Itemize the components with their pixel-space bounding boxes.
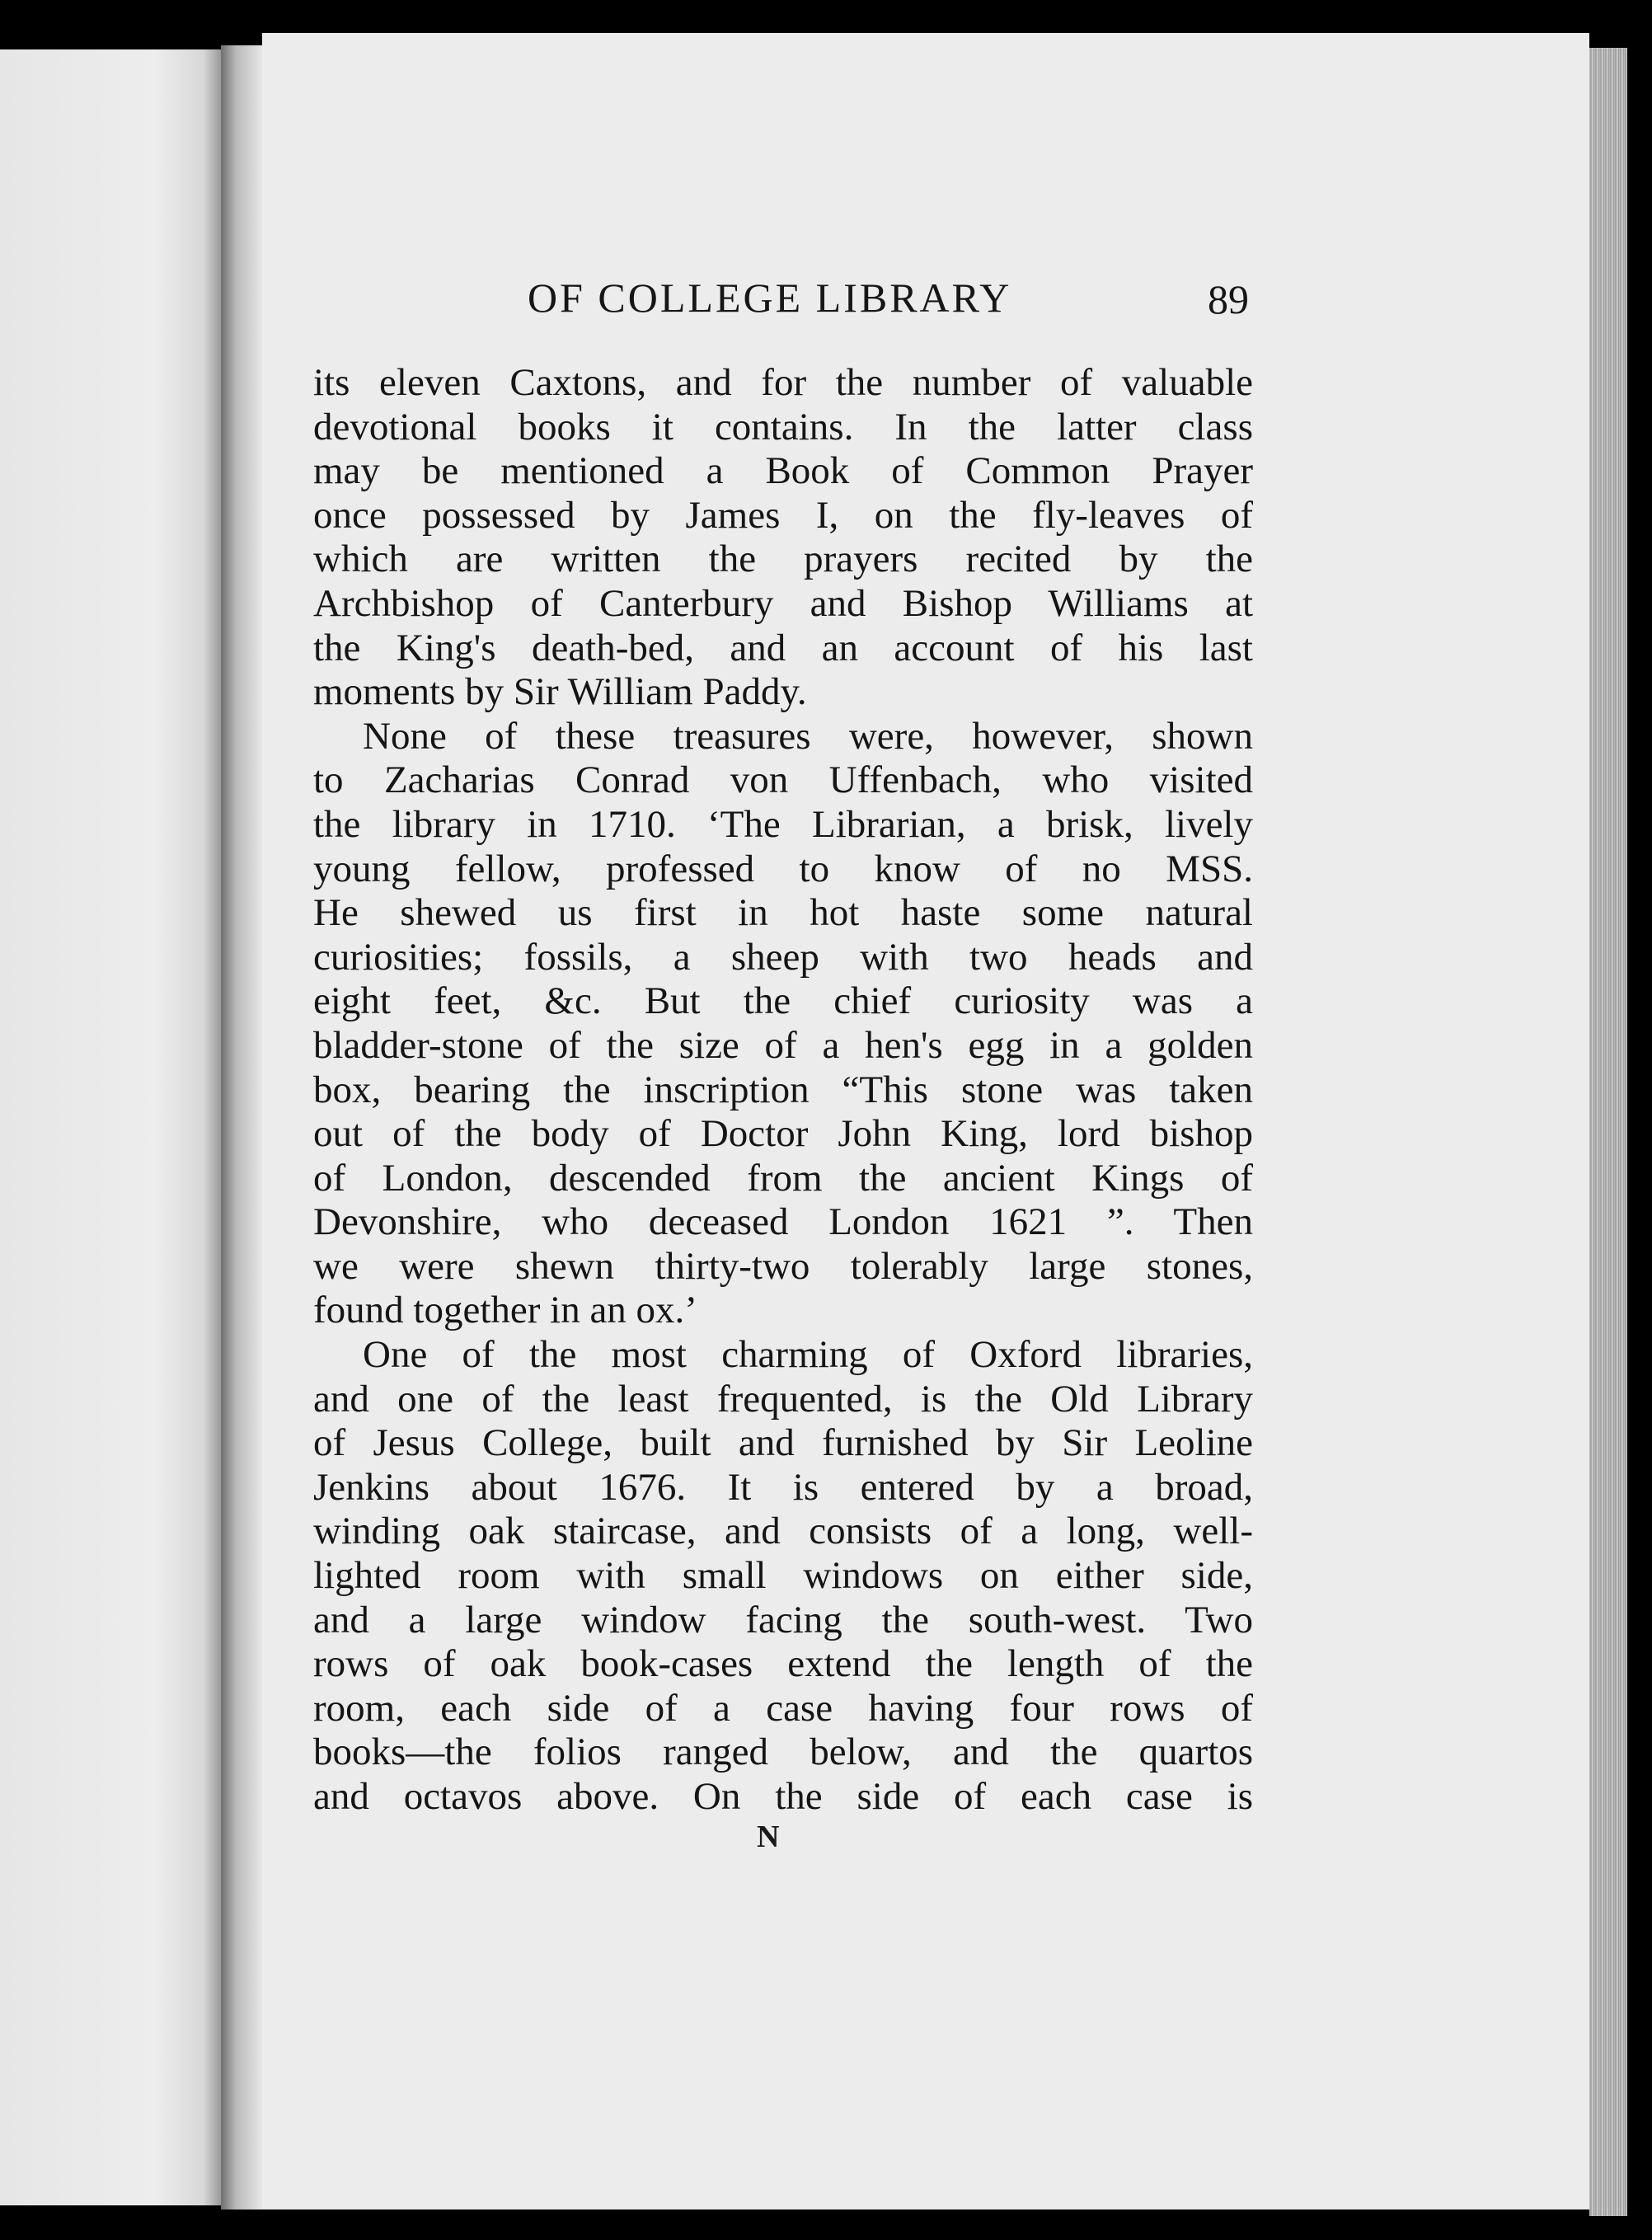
text-line: and one of the least frequented, is the Old Library <box>313 1377 1253 1421</box>
text-line: Archbishop of Canterbury and Bishop Williams at <box>313 581 1253 625</box>
text-line: room, each side of a case having four rows of <box>313 1686 1253 1730</box>
text-line: box, bearing the inscription “This stone was taken <box>313 1068 1253 1111</box>
text-line: curiosities; fossils, a sheep with two heads and <box>313 935 1253 979</box>
text-line: and octavos above. On the side of each case is <box>313 1775 1253 1818</box>
text-line: to Zacharias Conrad von Uffenbach, who visited <box>313 758 1253 802</box>
text-line: may be mentioned a Book of Common Prayer <box>313 449 1253 493</box>
page-number: 89 <box>1208 276 1249 322</box>
text-line: once possessed by James I, on the fly-leaves of <box>313 493 1253 537</box>
text-line: devotional books it contains. In the latter class <box>313 405 1253 448</box>
running-head-title: OF COLLEGE LIBRARY <box>528 275 1012 321</box>
text-line: the library in 1710. ‘The Librarian, a brisk, lively <box>313 802 1253 846</box>
previous-page-edge <box>0 49 221 2205</box>
page-fore-edge <box>1589 48 1627 2216</box>
text-line: the King's death-bed, and an account of his last <box>313 626 1253 669</box>
text-line: which are written the prayers recited by the <box>313 538 1253 581</box>
text-line: moments by Sir William Paddy. <box>313 670 807 714</box>
text-line: of Jesus College, built and furnished by Sir Leoline <box>313 1421 1253 1465</box>
text-line: lighted room with small windows on either side, <box>313 1554 1253 1598</box>
book-gutter <box>221 45 264 2209</box>
text-line: eight feet, &c. But the chief curiosity was a <box>313 979 1253 1023</box>
running-head <box>264 269 1278 326</box>
body-text <box>313 361 1253 1820</box>
text-line: winding oak staircase, and consists of a long, well- <box>313 1510 1253 1553</box>
text-line: found together in an ox.’ <box>313 1289 697 1332</box>
text-line: we were shewn thirty-two tolerably large stones, <box>313 1244 1253 1288</box>
text-line: Jenkins about 1676. It is entered by a broad, <box>313 1465 1253 1509</box>
text-line: its eleven Caxtons, and for the number of valuable <box>313 361 1253 404</box>
text-line: young fellow, professed to know of no MSS. <box>313 847 1253 890</box>
text-line: bladder-stone of the size of a hen's egg in a golden <box>313 1023 1253 1067</box>
text-line: and a large window facing the south-west. Two <box>313 1598 1253 1641</box>
text-line: out of the body of Doctor John King, lord bishop <box>313 1112 1253 1156</box>
text-line: of London, descended from the ancient Kings of <box>313 1156 1253 1200</box>
text-line: books—the folios ranged below, and the quartos <box>313 1730 1253 1774</box>
text-line: rows of oak book-cases extend the length of the <box>313 1642 1253 1686</box>
text-line: None of these treasures were, however, shown <box>363 714 1253 758</box>
text-line: Devonshire, who deceased London 1621 ”. Then <box>313 1200 1253 1244</box>
text-line: One of the most charming of Oxford libraries, <box>363 1333 1253 1377</box>
text-line: He shewed us first in hot haste some natural <box>313 891 1253 935</box>
signature-mark: N <box>757 1820 780 1854</box>
